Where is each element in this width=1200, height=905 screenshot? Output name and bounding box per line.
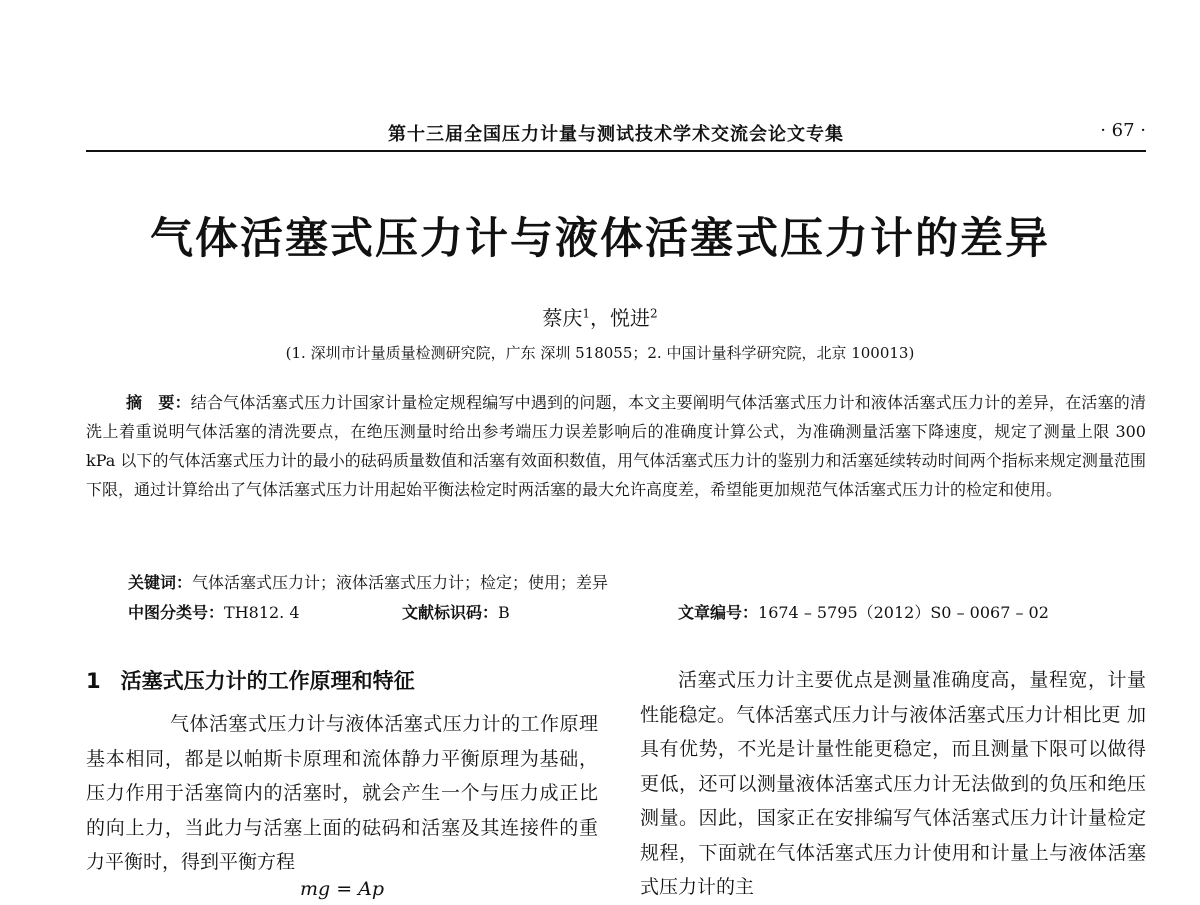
author-separator: ，: [590, 306, 610, 330]
abstract: [86, 388, 1146, 504]
clc-label: 中图分类号：: [128, 603, 225, 622]
right-paragraph: 活塞式压力计主要优点是测量准确度高，量程宽，计量性能稳定。气体活塞式压力计与液体活塞式压力计相比更 加具有优势，不光是计量性能更稳定，而且测量下限可以做得更低，还可以测量液体活塞式压力计无法做到的负压和绝压测量。因此，国家正在安排编写气体活塞式压力计计量检定规程，下面就在气体活塞式压力计使用和计量上与液体活塞式压力计的主: [640, 669, 1146, 898]
affiliation: (1. 深圳市计量质量检测研究院，广东 深圳 518055；2. 中国计量科学研究院，北京 100013): [285, 344, 915, 362]
author-1: 蔡庆: [542, 306, 583, 330]
article-number-label: 文章编号：: [678, 603, 759, 622]
clc-number: [128, 600, 300, 623]
clc-value: TH812. 4: [224, 603, 300, 622]
section-heading: [86, 665, 415, 695]
right-column: [640, 663, 1146, 905]
abstract-text: 结合气体活塞式压力计国家计量检定规程编写中遇到的问题，本文主要阐明气体活塞式压力计和液体活塞式压力计的差异，在活塞的清洗上着重说明气体活塞的清洗要点，在绝压测量时给出参考端压力误差影响后的准确度计算公式，为准确测量活塞下降速度，规定了测量上限 300 kPa 以下的气体活塞式压力计的最小的砝码质量数值和活塞有效面积数值，用气体活塞式压力计的鉴别力和活塞延续转动时间两个指标来规定测量范围下限，通过计算给出了气体活塞式压力计用起始平衡法检定时两活塞的最大允许高度差，希望能更加规范气体活塞式压力计的检定和使用。: [86, 393, 1146, 499]
equilibrium-formula: mg = Ap: [300, 878, 385, 900]
article-number: [678, 600, 1049, 623]
doc-code-label: 文献标识码：: [402, 603, 499, 622]
doc-code-value: B: [498, 603, 510, 622]
page-number: · 67 ·: [1100, 120, 1146, 141]
left-column: [86, 707, 598, 880]
author-line: [0, 302, 1200, 331]
abstract-label: 摘 要：: [126, 393, 191, 412]
author-1-affil-mark: 1: [582, 306, 590, 321]
left-paragraph: 气体活塞式压力计与液体活塞式压力计的工作原理基本相同，都是以帕斯卡原理和流体静力平衡原理为基础，压力作用于活塞筒内的活塞时，就会产生一个与压力成正比的向上力，当此力与活塞上面的砝码和活塞及其连接件的重力平衡时，得到平衡方程: [86, 713, 598, 873]
doc-code: [402, 600, 510, 623]
article-number-value: 1674 – 5795（2012）S0 – 0067 – 02: [758, 603, 1049, 622]
section-number: 1: [86, 669, 101, 693]
keywords: [128, 570, 608, 593]
paper-title: 气体活塞式压力计与液体活塞式压力计的差异: [150, 214, 1050, 264]
author-2: 悦进: [610, 306, 650, 330]
section-title: 活塞式压力计的工作原理和特征: [120, 669, 415, 693]
keywords-text: 气体活塞式压力计；液体活塞式压力计；检定；使用；差异: [192, 573, 609, 592]
journal-name: 第十三届全国压力计量与测试技术学术交流会论文专集: [388, 124, 844, 145]
keywords-label: 关键词：: [128, 573, 193, 592]
author-2-affil-mark: 2: [650, 306, 658, 321]
running-header: [86, 120, 1146, 152]
